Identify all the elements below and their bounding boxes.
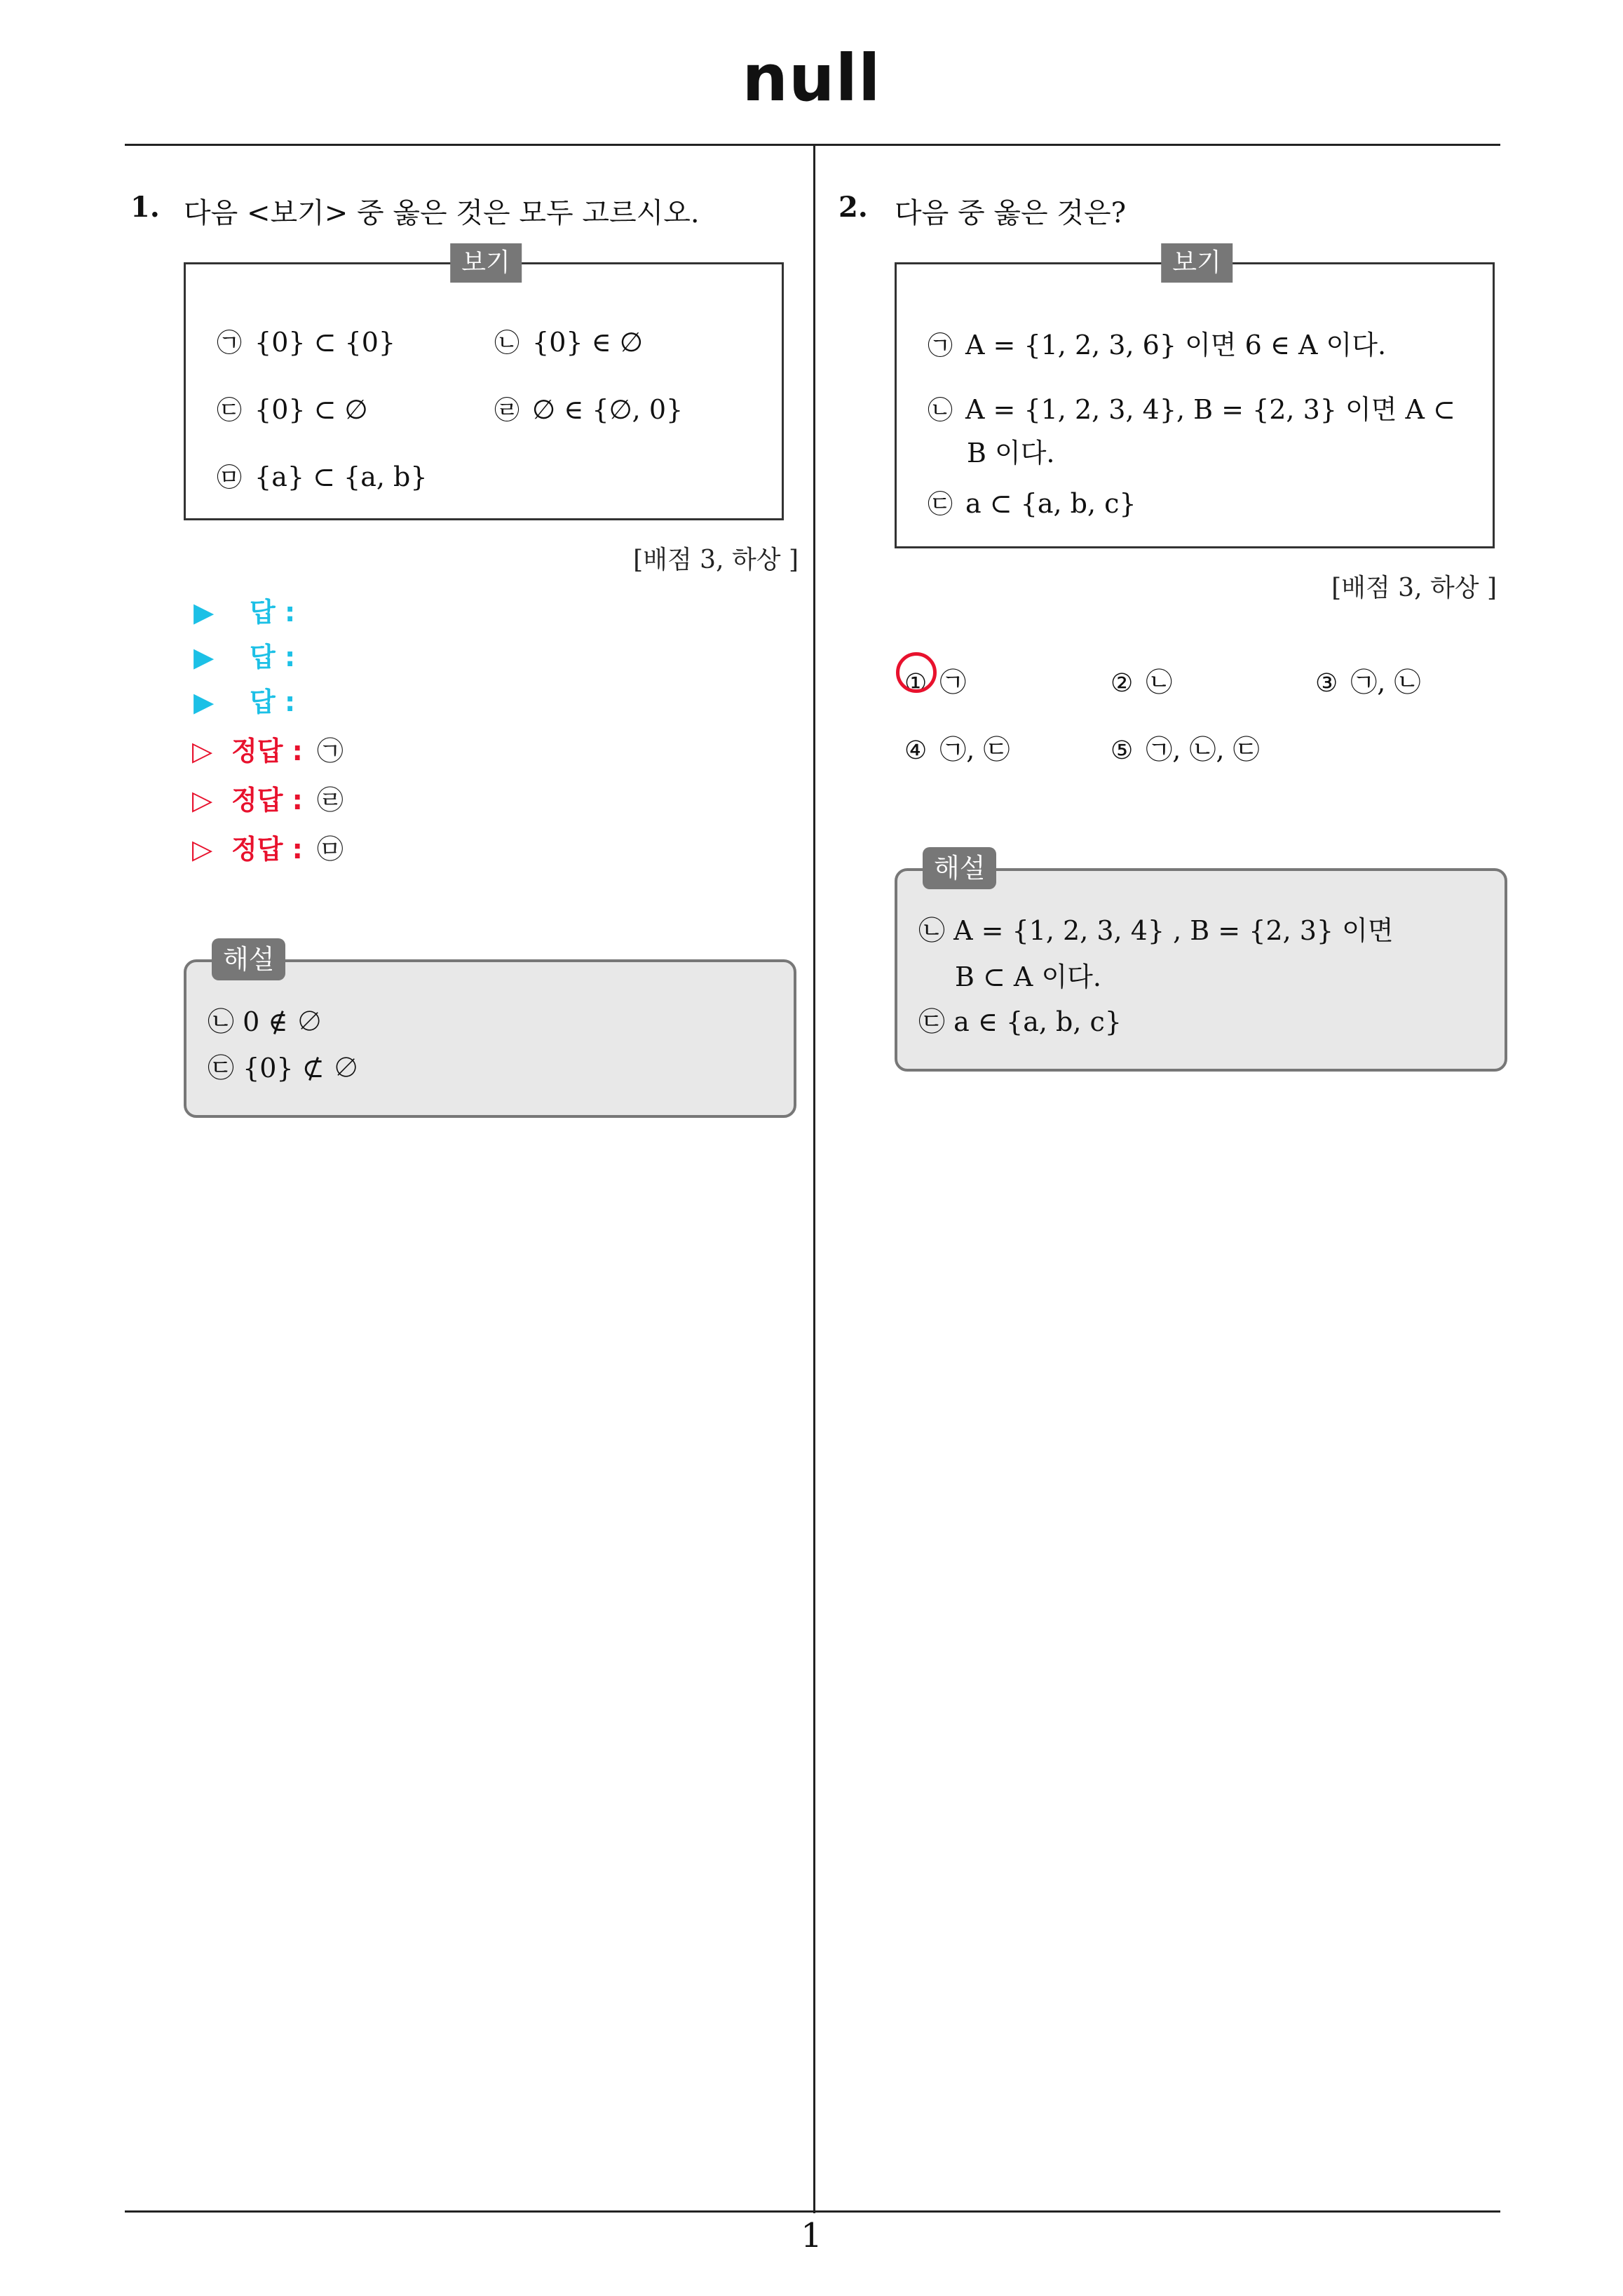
item-marker: ㉡ [928,396,953,425]
item-text: ∅ ∈ {∅, 0} [532,394,684,425]
item-marker: ㉠ [928,332,953,360]
explanation-line: ㉡ 0 ∉ ∅ [208,1006,323,1037]
bogi-label: 보기 [1161,243,1232,283]
explanation-box [184,944,796,1118]
column-divider [813,144,815,2213]
choice-5[interactable] [1111,728,1260,767]
choice-number: ① [904,669,928,698]
correct-label: 정답 : [231,834,303,865]
bogi-item [217,323,395,359]
choice-text: ㉠, ㉡, ㉢ [1146,734,1260,765]
correct-value: ㉤ [316,834,344,865]
choice-text: ㉠ [939,667,967,698]
bogi-item [217,391,368,426]
answer-line [193,590,295,629]
page-number: 1 [801,2216,822,2255]
outline-triangle-icon: ▷ [192,834,213,865]
explanation-line: ㉡ A = {1, 2, 3, 4} , B = {2, 3} 이면 [918,915,1394,946]
choice-number: ⑤ [1111,736,1134,765]
play-icon: ▶ [193,597,215,628]
choice-number: ④ [904,736,928,765]
answer-label: 답 : [250,642,296,673]
correct-value: ㉣ [316,785,344,816]
outline-triangle-icon: ▷ [192,736,213,767]
choice-text: ㉠, ㉡ [1350,667,1421,698]
item-text: A = {1, 2, 3, 4}, B = {2, 3} 이면 A ⊂ [965,394,1455,425]
answer-line [193,680,295,719]
item-marker: ㉡ [494,329,520,358]
correct-label: 정답 : [231,785,303,816]
page-title: null [742,41,881,116]
item-text: {0} ∈ ∅ [532,327,643,358]
item-marker: ㉠ [217,329,243,358]
explanation-box [895,853,1507,1072]
question-prompt: 다음 <보기> 중 옳은 것은 모두 고르시오. [184,197,700,229]
score-label: [배점 3, 하상 ] [1331,574,1497,602]
bogi-item [494,323,643,359]
explanation-line: B ⊂ A 이다. [955,961,1101,992]
choice-number: ③ [1315,669,1338,698]
correct-answer-line [192,729,344,768]
answer-label: 답 : [250,597,296,628]
bogi-item [928,388,1455,426]
answer-label: 답 : [250,687,296,717]
choice-1[interactable] [904,661,966,699]
footer-rule [125,2210,1500,2213]
correct-answer-line [192,828,344,866]
item-marker: ㉢ [217,396,243,425]
item-text: {a} ⊂ {a, b} [254,461,428,492]
question-number: 2. [838,191,868,224]
explanation-label: 해설 [212,938,285,980]
bogi-item [928,485,1136,520]
score-label: [배점 3, 하상 ] [633,546,799,574]
play-icon: ▶ [193,687,215,717]
correct-answer-line [192,778,344,817]
item-text: A = {1, 2, 3, 6} 이면 6 ∈ A 이다. [965,330,1387,360]
correct-label: 정답 : [231,736,303,767]
selected-circle-icon [896,652,937,693]
play-icon: ▶ [193,642,215,673]
explanation-label: 해설 [923,847,996,889]
choice-text: ㉠, ㉢ [939,734,1010,765]
question-number: 1. [130,191,160,224]
choice-4[interactable] [904,728,1010,767]
item-text: a ⊂ {a, b, c} [965,488,1136,519]
item-marker: ㉢ [928,490,953,519]
question-prompt: 다음 중 옳은 것은? [895,197,1127,229]
header-rule [125,144,1500,146]
bogi-item [494,391,683,426]
bogi-box [895,248,1495,548]
item-marker: ㉣ [494,396,520,425]
correct-value: ㉠ [316,736,344,767]
bogi-item [928,323,1386,362]
bogi-item-continuation: B 이다. [967,438,1055,468]
explanation-line: ㉢ a ∈ {a, b, c} [918,1006,1122,1037]
bogi-box [184,248,784,520]
item-text: {0} ⊂ ∅ [254,394,368,425]
bogi-item [217,458,428,494]
answer-line [193,635,295,674]
choice-text: ㉡ [1146,667,1173,698]
item-marker: ㉤ [217,464,243,492]
choice-number: ② [1111,669,1134,698]
outline-triangle-icon: ▷ [192,785,213,816]
choice-2[interactable] [1111,661,1172,699]
explanation-line: ㉢ {0} ⊄ ∅ [208,1053,360,1083]
choice-3[interactable] [1315,661,1420,699]
bogi-label: 보기 [450,243,522,283]
item-text: {0} ⊂ {0} [254,327,396,358]
